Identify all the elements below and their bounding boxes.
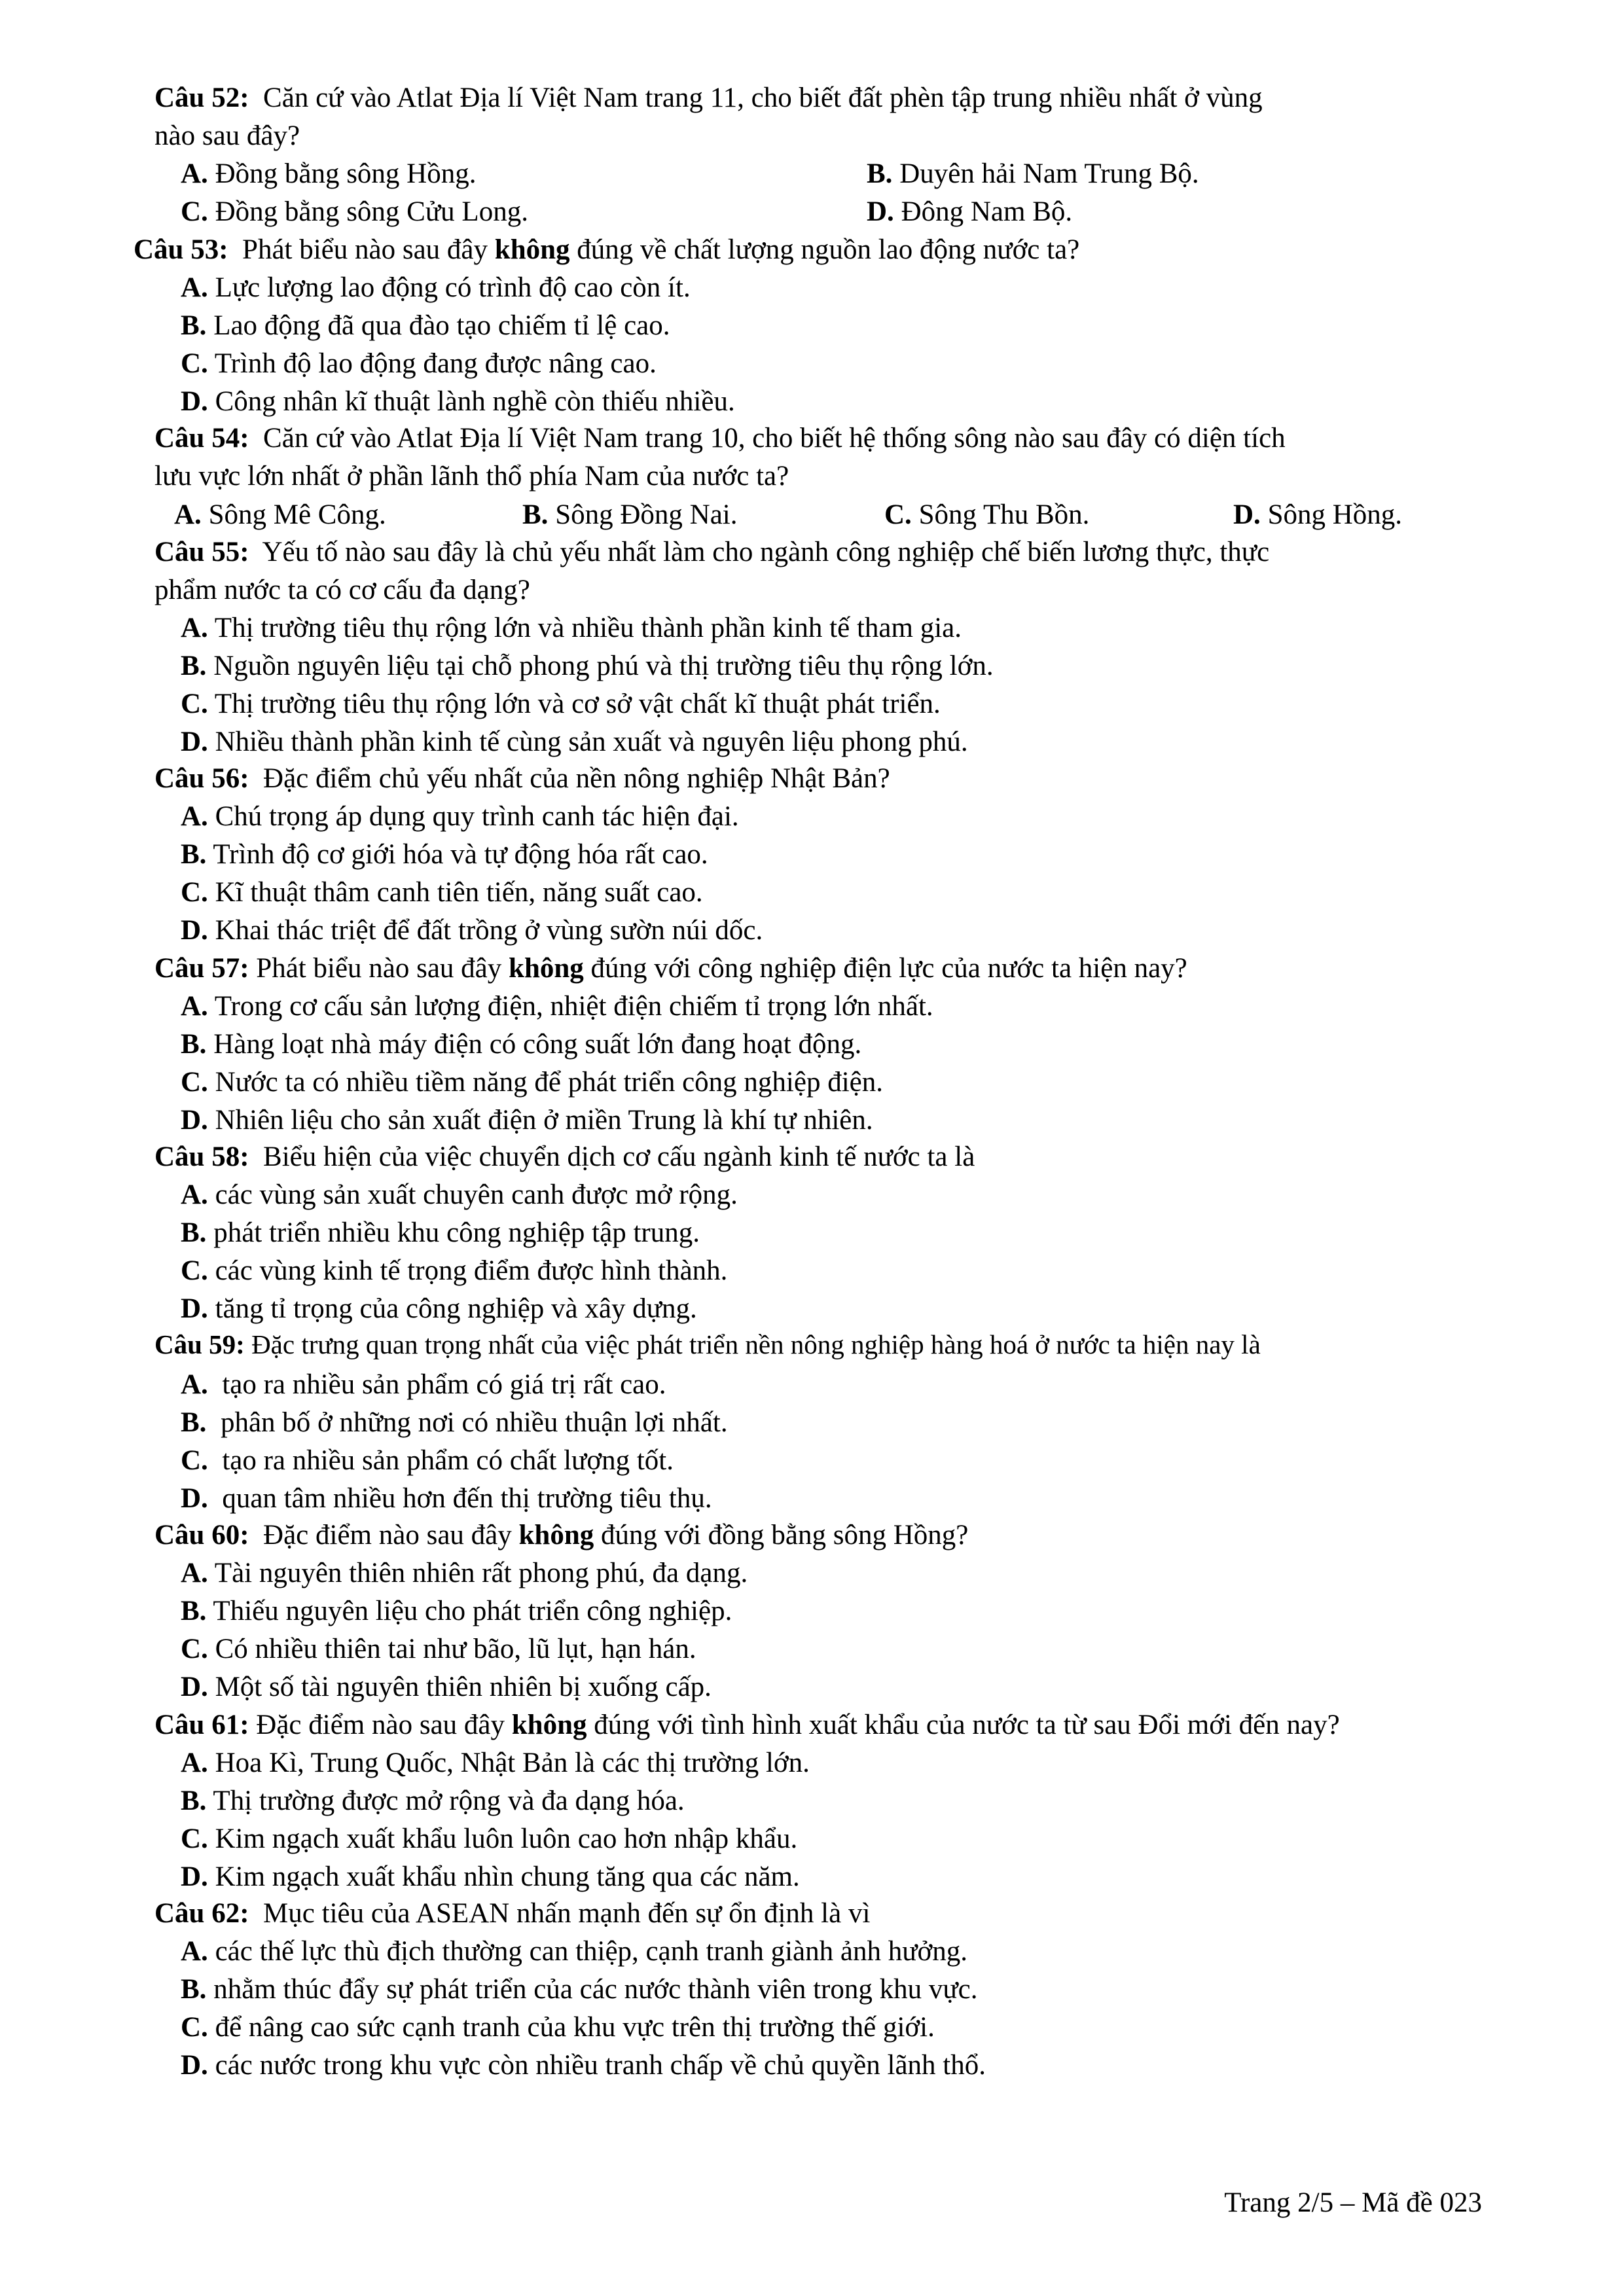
option-53-c[interactable]: C. Trình độ lao động đang được nâng cao. xyxy=(181,348,657,379)
option-60-a[interactable]: A. Tài nguyên thiên nhiên rất phong phú, đa dạng. xyxy=(181,1558,748,1588)
question-60-stem: Câu 60: Đặc điểm nào sau đây không đúng với đồng bằng sông Hồng? xyxy=(154,1520,969,1551)
option-52-b[interactable] xyxy=(867,160,1199,188)
option-57-b[interactable]: B. Hàng loạt nhà máy điện có công suất lớn đang hoạt động. xyxy=(181,1029,862,1060)
option-52-c[interactable] xyxy=(181,198,528,226)
option-60-c[interactable]: C. Có nhiều thiên tai như bão, lũ lụt, hạn hán. xyxy=(181,1634,696,1664)
option-61-a[interactable]: A. Hoa Kì, Trung Quốc, Nhật Bản là các thị trường lớn. xyxy=(181,1748,810,1778)
option-59-a[interactable]: A. tạo ra nhiều sản phẩm có giá trị rất cao. xyxy=(181,1369,666,1400)
option-58-c[interactable]: C. các vùng kinh tế trọng điểm được hình thành. xyxy=(181,1255,728,1286)
option-54-d[interactable]: D. Sông Hồng. xyxy=(1233,499,1403,530)
option-text: Đông Nam Bộ. xyxy=(901,196,1073,227)
option-62-c[interactable]: C. để nâng cao sức cạnh tranh của khu vực trên thị trường thế giới. xyxy=(181,2012,935,2043)
question-56-stem: Câu 56: Đặc điểm chủ yếu nhất của nền nông nghiệp Nhật Bản? xyxy=(154,763,890,794)
option-59-b[interactable]: B. phân bố ở những nơi có nhiều thuận lợi nhất. xyxy=(181,1407,728,1438)
option-54-b[interactable]: B. Sông Đồng Nai. xyxy=(522,499,738,530)
option-key: B. xyxy=(867,158,893,189)
option-62-b[interactable]: B. nhằm thúc đẩy sự phát triển của các nước thành viên trong khu vực. xyxy=(181,1974,978,2005)
page-footer: Trang 2/5 – Mã đề 023 xyxy=(1224,2187,1482,2218)
option-53-a[interactable]: A. Lực lượng lao động có trình độ cao còn ít. xyxy=(181,272,691,303)
option-53-b[interactable]: B. Lao động đã qua đào tạo chiếm tỉ lệ cao. xyxy=(181,310,670,341)
question-text: Căn cứ vào Atlat Địa lí Việt Nam trang 11, cho biết đất phèn tập trung nhiều nhất ở vùng xyxy=(263,82,1263,113)
question-number: Câu 53: xyxy=(134,234,228,265)
option-61-d[interactable]: D. Kim ngạch xuất khẩu nhìn chung tăng qua các năm. xyxy=(181,1861,800,1892)
option-55-c[interactable]: C. Thị trường tiêu thụ rộng lớn và cơ sở vật chất kĩ thuật phát triển. xyxy=(181,689,941,719)
question-54-stem: Câu 54: Căn cứ vào Atlat Địa lí Việt Nam trang 10, cho biết hệ thống sông nào sau đây có diện tích xyxy=(154,423,1286,454)
option-54-c[interactable]: C. Sông Thu Bồn. xyxy=(884,499,1090,530)
emphasis-khong: không xyxy=(494,234,570,265)
question-62-stem: Câu 62: Mục tiêu của ASEAN nhấn mạnh đến sự ổn định là vì xyxy=(154,1898,871,1929)
question-54-options xyxy=(174,499,1451,531)
option-59-d[interactable]: D. quan tâm nhiều hơn đến thị trường tiêu thụ. xyxy=(181,1483,712,1514)
option-60-d[interactable]: D. Một số tài nguyên thiên nhiên bị xuống cấp. xyxy=(181,1672,712,1702)
question-54-stem-cont: lưu vực lớn nhất ở phần lãnh thổ phía Nam của nước ta? xyxy=(154,461,789,492)
emphasis-khong: không xyxy=(518,1520,594,1551)
question-57-stem: Câu 57: Phát biểu nào sau đây không đúng với công nghiệp điện lực của nước ta hiện nay? xyxy=(154,953,1187,984)
option-56-a[interactable]: A. Chú trọng áp dụng quy trình canh tác hiện đại. xyxy=(181,801,739,832)
option-54-a[interactable]: A. Sông Mê Công. xyxy=(174,499,386,530)
question-59-stem: Câu 59: Đặc trưng quan trọng nhất của việc phát triển nền nông nghiệp hàng hoá ở nước ta hiện nay là xyxy=(154,1329,1261,1359)
option-57-a[interactable]: A. Trong cơ cấu sản lượng điện, nhiệt điện chiếm tỉ trọng lớn nhất. xyxy=(181,991,933,1022)
option-55-d[interactable]: D. Nhiều thành phần kinh tế cùng sản xuất và nguyên liệu phong phú. xyxy=(181,726,968,757)
question-52-stem-cont: nào sau đây? xyxy=(154,120,300,151)
emphasis-khong: không xyxy=(509,953,584,984)
option-58-d[interactable]: D. tăng tỉ trọng của công nghiệp và xây dựng. xyxy=(181,1293,697,1324)
option-55-a[interactable]: A. Thị trường tiêu thụ rộng lớn và nhiều thành phần kinh tế tham gia. xyxy=(181,613,962,643)
option-57-d[interactable]: D. Nhiên liệu cho sản xuất điện ở miền Trung là khí tự nhiên. xyxy=(181,1105,873,1136)
option-text: Duyên hải Nam Trung Bộ. xyxy=(899,158,1199,189)
option-key: C. xyxy=(181,196,208,227)
option-key: A. xyxy=(181,158,208,189)
question-52-stem xyxy=(154,84,1263,112)
question-55-stem-cont: phẩm nước ta có cơ cấu đa dạng? xyxy=(154,575,530,605)
option-53-d[interactable]: D. Công nhân kĩ thuật lành nghề còn thiếu nhiều. xyxy=(181,386,735,417)
question-58-stem: Câu 58: Biểu hiện của việc chuyển dịch cơ cấu ngành kinh tế nước ta là xyxy=(154,1141,975,1172)
emphasis-khong: không xyxy=(511,1710,587,1740)
question-55-stem: Câu 55: Yếu tố nào sau đây là chủ yếu nhất làm cho ngành công nghiệp chế biến lương thực, thực xyxy=(154,537,1270,567)
option-56-c[interactable]: C. Kĩ thuật thâm canh tiên tiến, năng suất cao. xyxy=(181,877,703,908)
option-62-d[interactable]: D. các nước trong khu vực còn nhiều tranh chấp về chủ quyền lãnh thổ. xyxy=(181,2050,986,2081)
question-53-stem: Câu 53: Phát biểu nào sau đây không đúng về chất lượng nguồn lao động nước ta? xyxy=(134,234,1080,265)
question-61-stem: Câu 61: Đặc điểm nào sau đây không đúng với tình hình xuất khẩu của nước ta từ sau Đổi mới đến nay? xyxy=(154,1710,1340,1740)
option-56-d[interactable]: D. Khai thác triệt để đất trồng ở vùng sườn núi dốc. xyxy=(181,915,763,946)
option-key: D. xyxy=(867,196,894,227)
option-59-c[interactable]: C. tạo ra nhiều sản phẩm có chất lượng tốt. xyxy=(181,1445,674,1476)
option-52-d[interactable] xyxy=(867,198,1072,226)
option-58-b[interactable]: B. phát triển nhiều khu công nghiệp tập trung. xyxy=(181,1217,700,1248)
option-57-c[interactable]: C. Nước ta có nhiều tiềm năng để phát triển công nghiệp điện. xyxy=(181,1067,883,1098)
option-62-a[interactable]: A. các thế lực thù địch thường can thiệp, cạnh tranh giành ảnh hưởng. xyxy=(181,1936,967,1967)
option-text: Đồng bằng sông Cửu Long. xyxy=(215,196,528,227)
option-61-b[interactable]: B. Thị trường được mở rộng và đa dạng hóa. xyxy=(181,1785,685,1816)
option-58-a[interactable]: A. các vùng sản xuất chuyên canh được mở rộng. xyxy=(181,1179,738,1210)
option-61-c[interactable]: C. Kim ngạch xuất khẩu luôn luôn cao hơn nhập khẩu. xyxy=(181,1823,798,1854)
question-number: Câu 52: xyxy=(154,82,249,113)
option-52-a[interactable] xyxy=(181,160,477,188)
option-55-b[interactable]: B. Nguồn nguyên liệu tại chỗ phong phú và thị trường tiêu thụ rộng lớn. xyxy=(181,651,994,681)
option-text: Đồng bằng sông Hồng. xyxy=(215,158,477,189)
option-56-b[interactable]: B. Trình độ cơ giới hóa và tự động hóa rất cao. xyxy=(181,839,708,870)
option-60-b[interactable]: B. Thiếu nguyên liệu cho phát triển công nghiệp. xyxy=(181,1596,732,1626)
